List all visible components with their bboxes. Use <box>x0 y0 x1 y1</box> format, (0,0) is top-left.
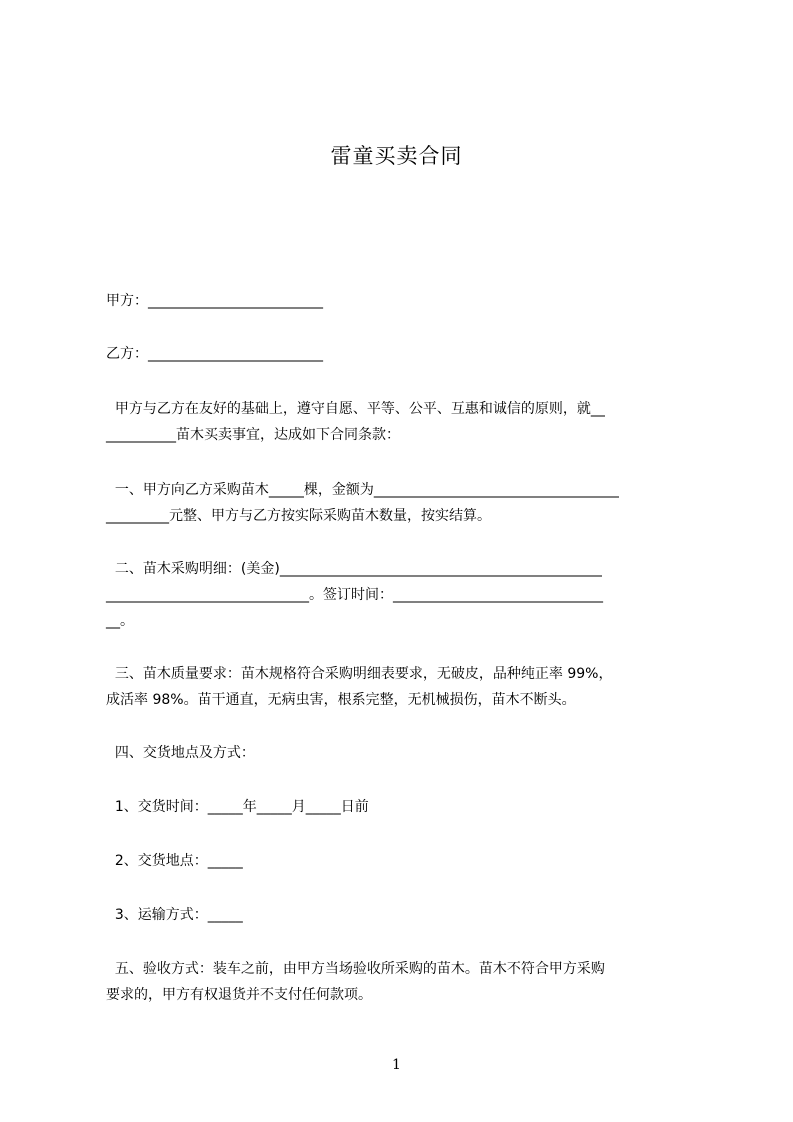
clause-1-line-1: 一、甲方向乙方采购苗木_____棵，金额为___________________________________ <box>106 482 619 498</box>
clause-3-line-2: 成活率 98%。苗干通直，无病虫害，根系完整，无机械损伤，苗木不断头。 <box>106 692 576 708</box>
clause-5-line-1: 五、验收方式：装车之前，由甲方当场验收所采购的苗木。苗木不符合甲方采购 <box>106 961 605 977</box>
clause-2-line-2: _____________________________。签订时间：______________________________ <box>106 587 603 603</box>
clause-1-line-2: _________元整、甲方与乙方按实际采购苗木数量，按实结算。 <box>106 508 491 524</box>
clause-4-item-2: 2、交货地点：_____ <box>106 853 243 869</box>
page-number: 1 <box>392 1057 401 1073</box>
document-title: 雷童买卖合同 <box>330 144 463 168</box>
intro-line-2: __________苗木买卖事宜，达成如下合同条款： <box>106 427 400 443</box>
clause-3-line-1: 三、苗木质量要求：苗木规格符合采购明细表要求，无破皮，品种纯正率 99%， <box>106 666 613 682</box>
clause-5-line-2: 要求的，甲方有权退货并不支付任何款项。 <box>106 987 372 1003</box>
clause-4-heading: 四、交货地点及方式： <box>106 745 255 761</box>
party-a-line: 甲方：_________________________ <box>106 293 323 309</box>
clause-2-line-1: 二、苗木采购明细：(美金)______________________________________________ <box>106 561 602 577</box>
clause-4-item-1: 1、交货时间：_____年_____月_____日前 <box>106 799 369 815</box>
clause-2-line-3: __。 <box>106 613 134 629</box>
clause-4-item-3: 3、运输方式：_____ <box>106 907 243 923</box>
party-b-line: 乙方：_________________________ <box>106 346 323 362</box>
intro-line-1: 甲方与乙方在友好的基础上，遵守自愿、平等、公平、互惠和诚信的原则，就__ <box>106 401 605 417</box>
